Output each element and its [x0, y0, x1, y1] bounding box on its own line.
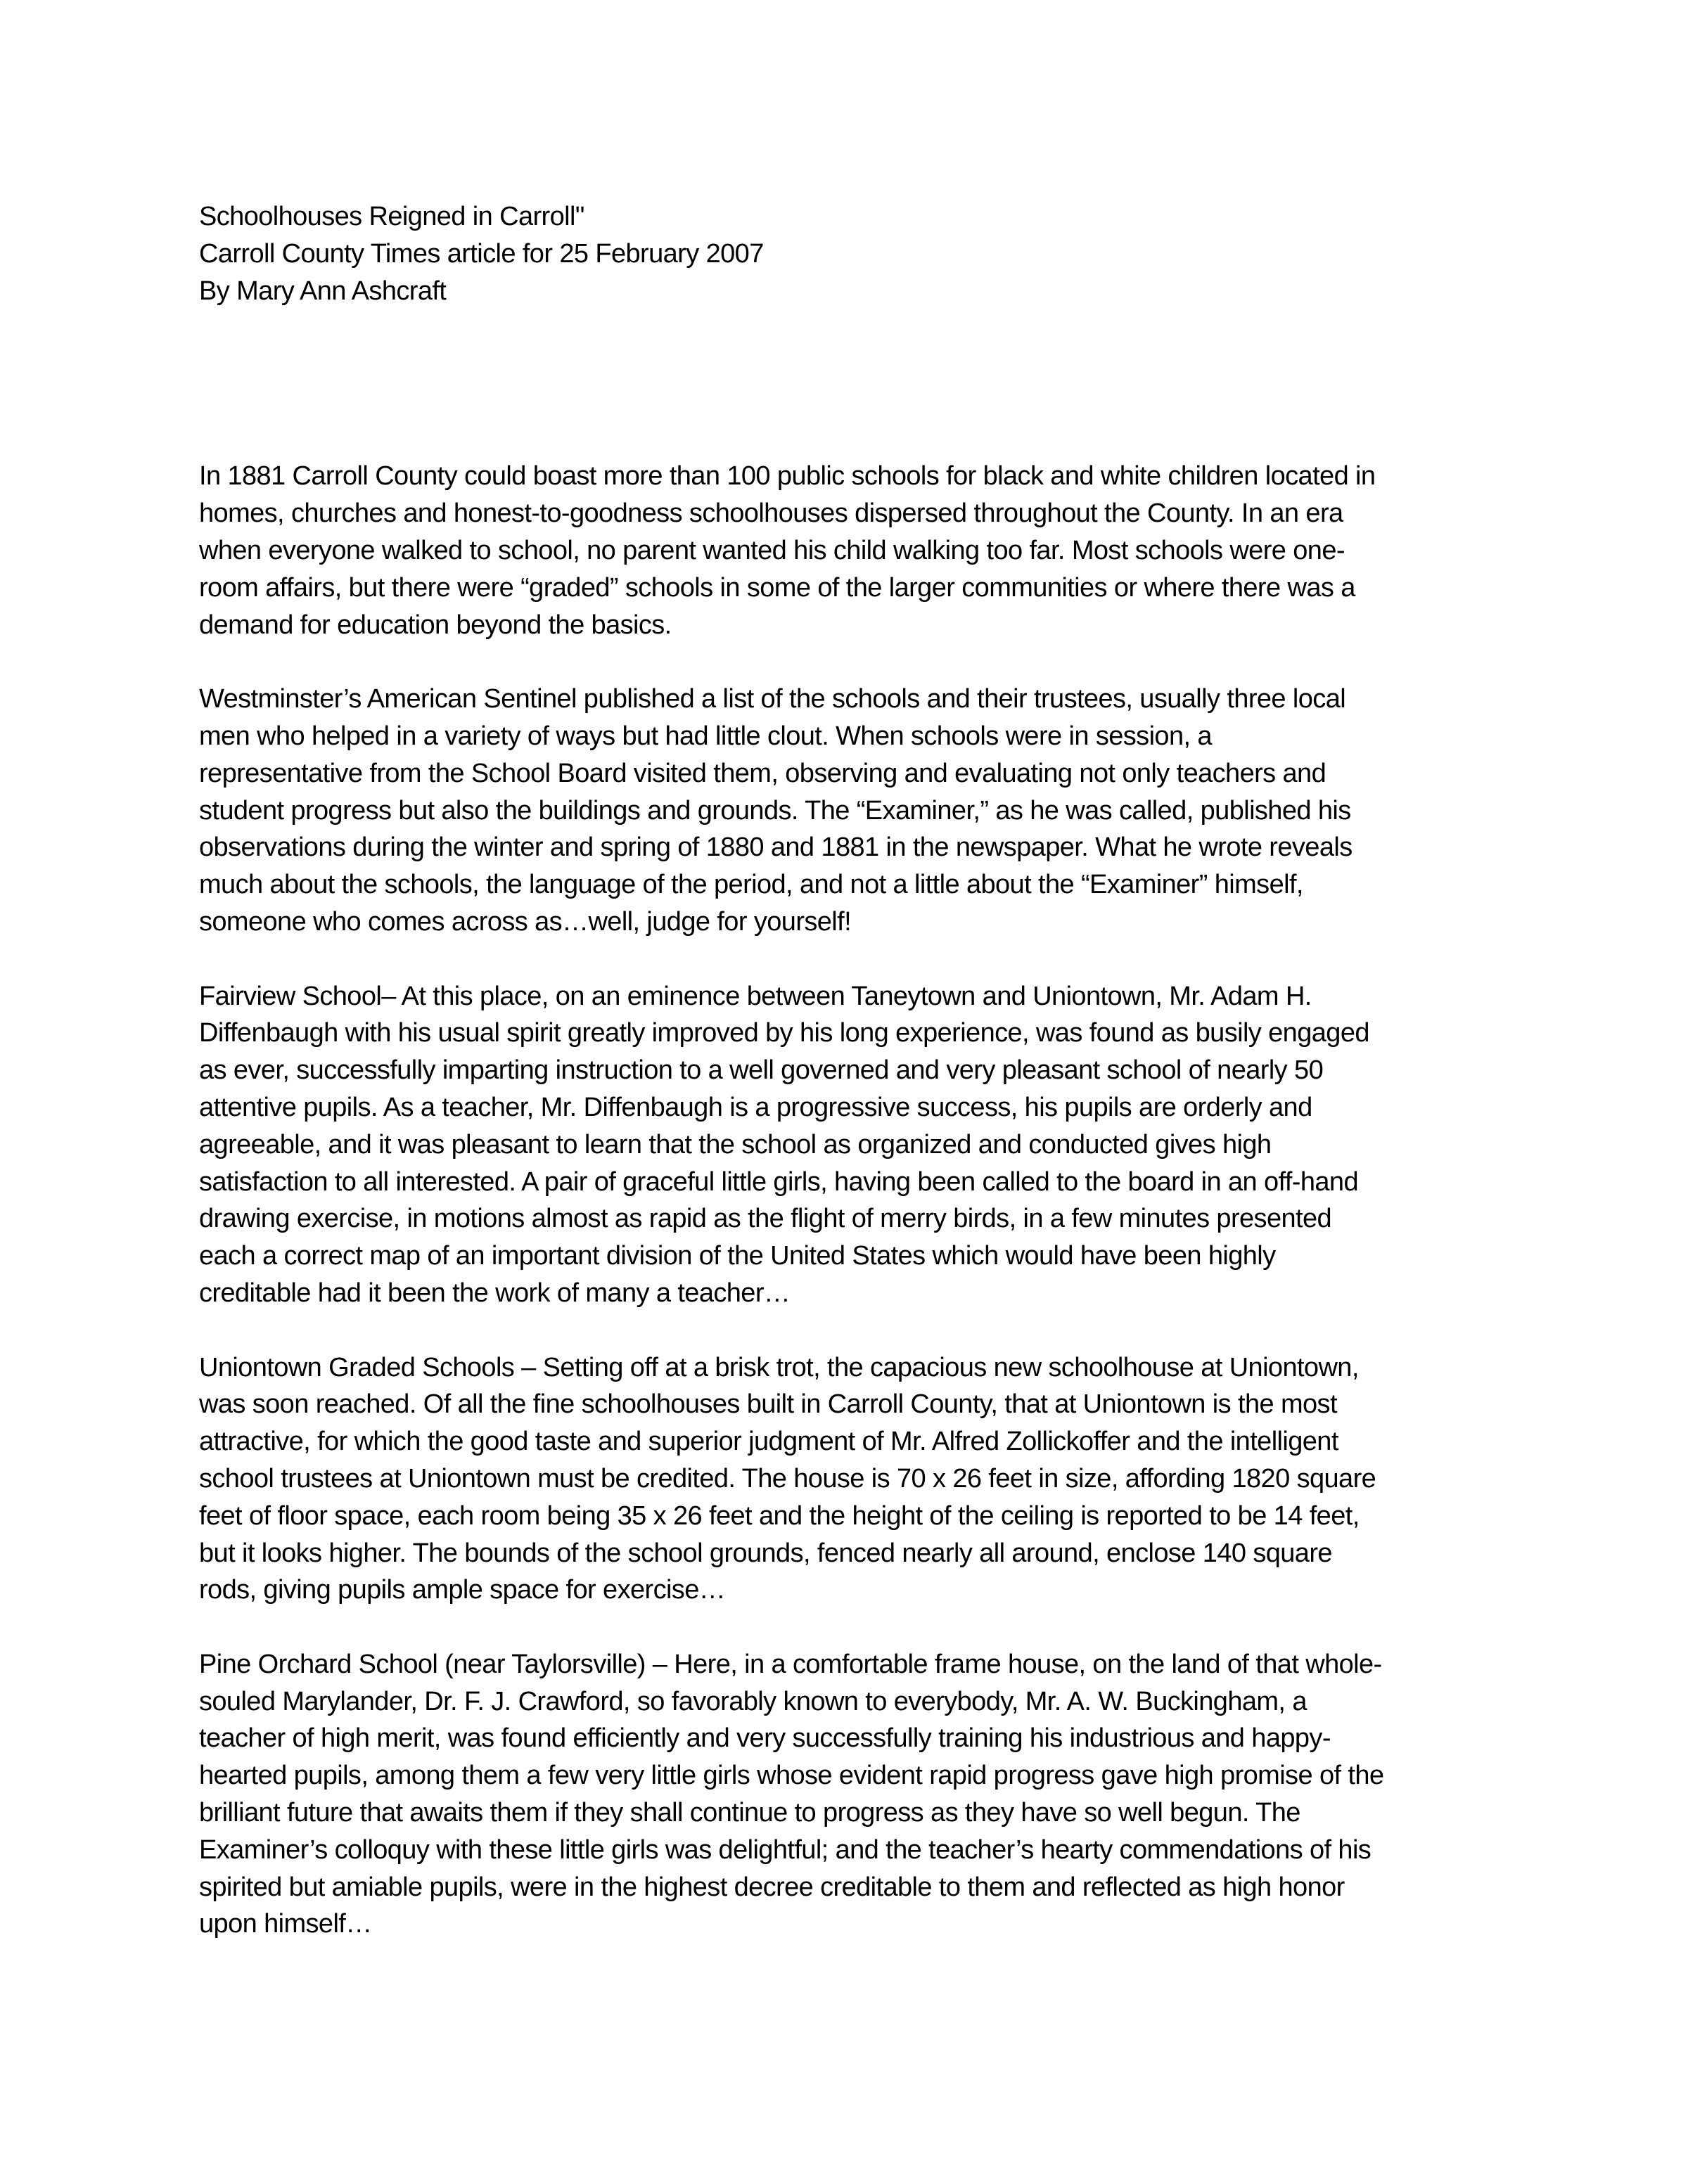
- text-line: attractive, for which the good taste and superior judgment of Mr. Alfred Zollickoffer and the intelligent: [199, 1427, 1338, 1457]
- text-line: someone who comes across as…well, judge for yourself!: [199, 906, 852, 937]
- article-title: Schoolhouses Reigned in Carroll": [199, 202, 584, 231]
- text-line: rods, giving pupils ample space for exercise…: [199, 1575, 726, 1605]
- article-header: [199, 198, 1521, 309]
- text-line: as ever, successfully imparting instruction to a well governed and very pleasant school of nearly 50: [199, 1055, 1324, 1086]
- paragraph-pine-orchard-school: [199, 1646, 1521, 1943]
- text-line: drawing exercise, in motions almost as rapid as the flight of merry birds, in a few minutes presented: [199, 1204, 1332, 1234]
- paragraph-fairview-school: [199, 978, 1521, 1312]
- text-line: but it looks higher. The bounds of the school grounds, fenced nearly all around, enclose 140 square: [199, 1538, 1332, 1568]
- text-line: room affairs, but there were “graded” schools in some of the larger communities or where there was a: [199, 572, 1355, 603]
- text-line: observations during the winter and spring of 1880 and 1881 in the newspaper. What he wrote reveals: [199, 833, 1353, 863]
- text-line: Pine Orchard School (near Taylorsville) – Here, in a comfortable frame house, on the land of that whole-: [199, 1649, 1382, 1679]
- text-line: feet of floor space, each room being 35 x 26 feet and the height of the ceiling is reported to be 14 feet,: [199, 1501, 1360, 1531]
- publication-line: Carroll County Times article for 25 February 2007: [199, 238, 764, 269]
- paragraph-intro: [199, 458, 1521, 643]
- paragraph-uniontown-graded-schools: [199, 1349, 1521, 1610]
- text-line: Examiner’s colloquy with these little girls was delightful; and the teacher’s hearty commendations of his: [199, 1835, 1372, 1865]
- text-line: Westminster’s American Sentinel published a list of the schools and their trustees, usually three local: [199, 684, 1346, 714]
- document-page: [199, 198, 1521, 1980]
- text-line: school trustees at Uniontown must be credited. The house is 70 x 26 feet in size, affording 1820 square: [199, 1463, 1376, 1494]
- text-line: Diffenbaugh with his usual spirit greatly improved by his long experience, was found as busily engaged: [199, 1018, 1369, 1048]
- header-spacer: [199, 309, 1521, 458]
- text-line: spirited but amiable pupils, were in the highest decree creditable to them and reflected as high honor: [199, 1872, 1345, 1902]
- text-line: demand for education beyond the basics.: [199, 610, 672, 640]
- text-line: Uniontown Graded Schools – Setting off at a brisk trot, the capacious new schoolhouse at Uniontown,: [199, 1352, 1359, 1382]
- text-line: hearted pupils, among them a few very little girls whose evident rapid progress gave high promise of the: [199, 1761, 1384, 1791]
- text-line: upon himself…: [199, 1909, 372, 1939]
- text-line: satisfaction to all interested. A pair of graceful little girls, having been called to the board in an off-hand: [199, 1167, 1358, 1197]
- text-line: souled Marylander, Dr. F. J. Crawford, so favorably known to everybody, Mr. A. W. Buckingham, a: [199, 1686, 1307, 1716]
- text-line: Fairview School– At this place, on an eminence between Taneytown and Uniontown, Mr. Adam H.: [199, 981, 1312, 1011]
- text-line: teacher of high merit, was found efficiently and very successfully training his industrious and happy-: [199, 1723, 1331, 1754]
- text-line: brilliant future that awaits them if they shall continue to progress as they have so well begun. The: [199, 1798, 1300, 1828]
- text-line: men who helped in a variety of ways but had little clout. When schools were in session, a: [199, 721, 1212, 751]
- text-line: each a correct map of an important division of the United States which would have been highly: [199, 1241, 1276, 1271]
- text-line: student progress but also the buildings and grounds. The “Examiner,” as he was called, published his: [199, 795, 1351, 826]
- text-line: creditable had it been the work of many a teacher…: [199, 1278, 791, 1308]
- text-line: agreeable, and it was pleasant to learn that the school as organized and conducted gives high: [199, 1129, 1272, 1160]
- paragraph-sentinel: [199, 681, 1521, 941]
- text-line: when everyone walked to school, no parent wanted his child walking too far. Most schools were one-: [199, 535, 1345, 565]
- text-line: representative from the School Board visited them, observing and evaluating not only teachers and: [199, 758, 1326, 788]
- text-line: much about the schools, the language of the period, and not a little about the “Examiner” himself,: [199, 870, 1303, 900]
- text-line: In 1881 Carroll County could boast more than 100 public schools for black and white children located in: [199, 461, 1376, 492]
- byline: By Mary Ann Ashcraft: [199, 276, 447, 306]
- text-line: was soon reached. Of all the fine schoolhouses built in Carroll County, that at Uniontown is the most: [199, 1389, 1337, 1420]
- text-line: homes, churches and honest-to-goodness schoolhouses dispersed throughout the County. In an era: [199, 499, 1343, 529]
- text-line: attentive pupils. As a teacher, Mr. Diffenbaugh is a progressive success, his pupils are orderly and: [199, 1092, 1312, 1122]
